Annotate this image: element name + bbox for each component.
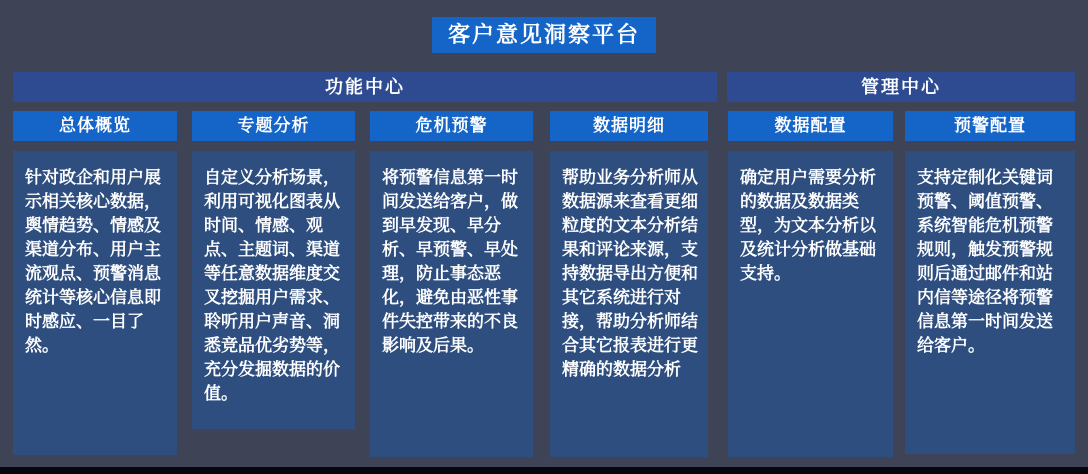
card-crisis-alert-text: 将预警信息第一时间发送给客户，做到早发现、早分析、早预警、早处理，防止事态恶化，避免由恶性事件失控带来的不良影响及后果。 <box>382 168 518 355</box>
card-data-detail <box>550 151 708 457</box>
tab-overall-overview[interactable]: 总体概览 <box>13 111 177 141</box>
card-data-detail-text: 帮助业务分析师从数据源来查看更细粒度的文本分析结果和评论来源，支持数据导出方便和其它系统进行对接，帮助分析师结合其它报表进行更精确的数据分析 <box>562 168 698 379</box>
card-crisis-alert <box>370 151 533 457</box>
tab-alert-config[interactable]: 预警配置 <box>905 111 1075 141</box>
card-topic-analysis-text: 自定义分析场景，利用可视化图表从时间、情感、观点、主题词、渠道等任意数据维度交叉挖掘用户需求、聆听用户声音、洞悉竞品优劣势等，充分发掘数据的价值。 <box>204 168 340 403</box>
card-topic-analysis <box>192 151 355 429</box>
tab-data-config[interactable]: 数据配置 <box>728 111 893 141</box>
page-title: 客户意见洞察平台 <box>432 17 656 53</box>
card-alert-config-text: 支持定制化关键词预警、阈值预警、系统智能危机预警规则，触发预警规则后通过邮件和站内信等途径将预警信息第一时间发送给客户。 <box>917 168 1053 355</box>
bottom-border <box>0 467 1088 474</box>
section-management-center: 管理中心 <box>727 72 1075 102</box>
section-function-center: 功能中心 <box>13 72 717 102</box>
card-data-config-text: 确定用户需要分析的数据及数据类型，为文本分析以及统计分析做基础支持。 <box>740 168 876 283</box>
tab-data-detail[interactable]: 数据明细 <box>550 111 708 141</box>
tab-topic-analysis[interactable]: 专题分析 <box>192 111 355 141</box>
tab-crisis-alert[interactable]: 危机预警 <box>370 111 533 141</box>
card-overall-overview <box>13 151 177 455</box>
card-alert-config <box>905 151 1075 454</box>
card-overall-overview-text: 针对政企和用户展示相关核心数据，舆情趋势、情感及渠道分布、用户主流观点、预警消息统计等核心信息即时感应、一目了然。 <box>25 168 161 355</box>
card-data-config <box>728 151 893 457</box>
